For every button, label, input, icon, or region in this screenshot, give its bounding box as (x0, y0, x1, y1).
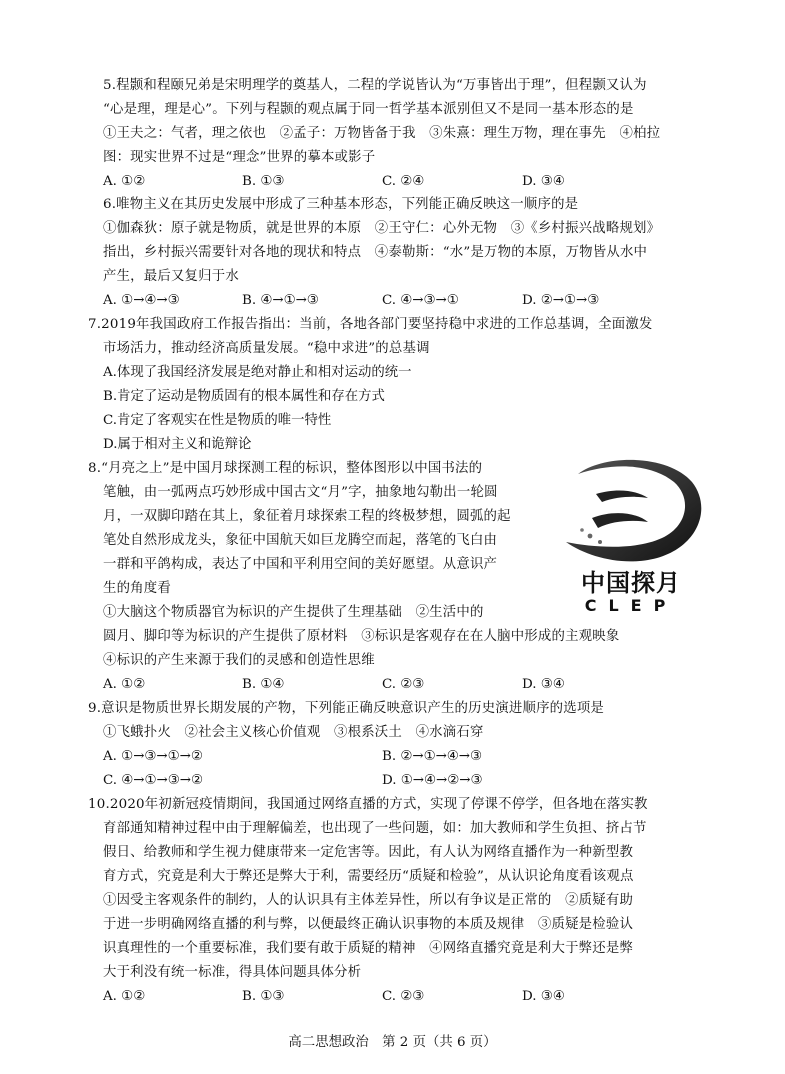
question-5-option-c[interactable]: C. ②④ (382, 174, 425, 189)
question-6-option-c[interactable]: C. ④→③→① (382, 293, 459, 308)
logo-chinese-text: 中国探月 (581, 569, 681, 597)
question-7-option-b[interactable]: B.肯定了运动是物质固有的根本属性和存在方式 (103, 389, 385, 404)
question-9-stem-line-2: ①飞蛾扑火 ②社会主义核心价值观 ③根系沃土 ④水滴石穿 (103, 725, 484, 740)
question-6-stem-line-3: 指出，乡村振兴需要针对各地的现状和特点 ④泰勒斯：“水”是万物的本原，万物皆从水中 (103, 245, 648, 260)
question-5-stem-line-3: ①王夫之：气者，理之依也 ②孟子：万物皆备于我 ③朱熹：理生万物，理在事先 ④柏拉 (103, 126, 661, 141)
question-10-option-a[interactable]: A. ①② (103, 989, 146, 1004)
question-8-option-b[interactable]: B. ①④ (242, 677, 285, 692)
question-9-stem-line-1: 9.意识是物质世界长期发展的产物，下列能正确反映意识产生的历史演进顺序的选项是 (88, 701, 605, 716)
question-7-stem-line-2: 市场活力，推动经济高质量发展。“稳中求进”的总基调 (103, 341, 430, 356)
question-10-stem-line-8: 大于利没有统一标准，得具体问题具体分析 (103, 965, 362, 980)
question-8-stem-line-8: 圆月、脚印等为标识的产生提供了原材料 ③标识是客观存在在人脑中形成的主观映象 (103, 629, 620, 644)
clep-logo (556, 452, 706, 618)
question-9-option-d[interactable]: D. ①→④→②→③ (382, 773, 483, 788)
question-6-option-b[interactable]: B. ④→①→③ (242, 293, 319, 308)
question-10-stem-line-2: 育部通知精神过程中由于理解偏差，也出现了一些问题，如：加大教师和学生负担、挤占节 (103, 821, 647, 836)
question-8-stem-line-5: 一群和平鸽构成，表达了中国和平利用空间的美好愿望。从意识产 (103, 557, 498, 572)
question-8-option-d[interactable]: D. ③④ (522, 677, 565, 692)
question-8-stem-line-1: 8.“月亮之上”是中国月球探测工程的标识，整体图形以中国书法的 (88, 461, 483, 476)
question-8-stem-line-7: ①大脑这个物质器官为标识的产生提供了生理基础 ②生活中的 (103, 605, 484, 620)
question-10-stem-line-7: 识真理性的一个重要标准，我们要有敢于质疑的精神 ④网络直播究竟是利大于弊还是弊 (103, 941, 634, 956)
question-10-option-b[interactable]: B. ①③ (242, 989, 285, 1004)
question-5-stem-line-4: 图：现实世界不过是“理念”世界的摹本或影子 (103, 150, 376, 165)
question-10-stem-line-1: 10.2020年初新冠疫情期间，我国通过网络直播的方式，实现了停课不停学，但各地在落实教 (88, 797, 648, 812)
question-10-stem-line-6: 于进一步明确网络直播的利与弊，以便最终正确认识事物的本质及规律 ③质疑是检验认 (103, 917, 634, 932)
question-6-stem-line-1: 6.唯物主义在其历史发展中形成了三种基本形态，下列能正确反映这一顺序的是 (103, 197, 579, 212)
question-7-option-d[interactable]: D.属于相对主义和诡辩论 (103, 437, 252, 452)
question-9-option-b[interactable]: B. ②→①→④→③ (382, 749, 483, 764)
question-8-stem-line-4: 笔处自然形成龙头，象征中国航天如巨龙腾空而起，落笔的飞白由 (103, 533, 498, 548)
question-6-option-a[interactable]: A. ①→④→③ (103, 293, 180, 308)
question-10-stem-line-5: ①因受主客观条件的制约，人的认识具有主体差异性，所以有争议是正常的 ②质疑有助 (103, 893, 634, 908)
question-5-stem-line-2: “心是理，理是心”。下列与程颢的观点属于同一哲学基本派别但又不是同一基本形态的是 (103, 102, 634, 117)
question-10-option-d[interactable]: D. ③④ (522, 989, 565, 1004)
page-footer: 高二思想政治 第 2 页（共 6 页） (288, 1035, 497, 1050)
question-6-option-d[interactable]: D. ②→①→③ (522, 293, 600, 308)
question-5-stem-line-1: 5.程颢和程颐兄弟是宋明理学的奠基人，二程的学说皆认为“万事皆出于理”，但程颢又认为 (103, 78, 647, 93)
question-10-option-c[interactable]: C. ②③ (382, 989, 425, 1004)
question-6-stem-line-2: ①伽森狄：原子就是物质，就是世界的本原 ②王守仁：心外无物 ③《乡村振兴战略规划》 (103, 221, 661, 236)
question-10-stem-line-3: 假日、给教师和学生视力健康带来一定危害等。因此，有人认为网络直播作为一种新型教 (103, 845, 634, 860)
question-9-option-a[interactable]: A. ①→③→①→② (103, 749, 203, 764)
question-8-stem-line-2: 笔触，由一弧两点巧妙形成中国古文“月”字，抽象地勾勒出一轮圆 (103, 485, 498, 500)
question-7-option-c[interactable]: C.肯定了客观实在性是物质的唯一特性 (103, 413, 332, 428)
question-7-stem-line-1: 7.2019年我国政府工作报告指出：当前，各地各部门要坚持稳中求进的工作总基调，全面激发 (88, 317, 653, 332)
question-10-stem-line-4: 育方式，究竟是利大于弊还是弊大于利，需要经历“质疑和检验”，从认识论角度看该观点 (103, 869, 634, 884)
question-5-option-a[interactable]: A. ①② (103, 174, 146, 189)
moon-logo-icon (556, 452, 706, 570)
question-9-option-c[interactable]: C. ④→①→③→② (103, 773, 203, 788)
question-8-option-a[interactable]: A. ①② (103, 677, 146, 692)
question-7-option-a[interactable]: A.体现了我国经济发展是绝对静止和相对运动的统一 (103, 365, 412, 380)
question-8-stem-line-9: ④标识的产生来源于我们的灵感和创造性思维 (103, 653, 375, 668)
question-8-option-c[interactable]: C. ②③ (382, 677, 425, 692)
question-5-option-d[interactable]: D. ③④ (522, 174, 565, 189)
question-6-stem-line-4: 产生，最后又复归于水 (103, 269, 239, 284)
question-8-stem-line-3: 月，一双脚印踏在其上，象征着月球探索工程的终极梦想，圆弧的起 (103, 509, 511, 524)
logo-english-text: CLEP (584, 596, 678, 615)
question-8-stem-line-6: 生的角度看 (103, 581, 171, 596)
question-5-option-b[interactable]: B. ①③ (242, 174, 285, 189)
